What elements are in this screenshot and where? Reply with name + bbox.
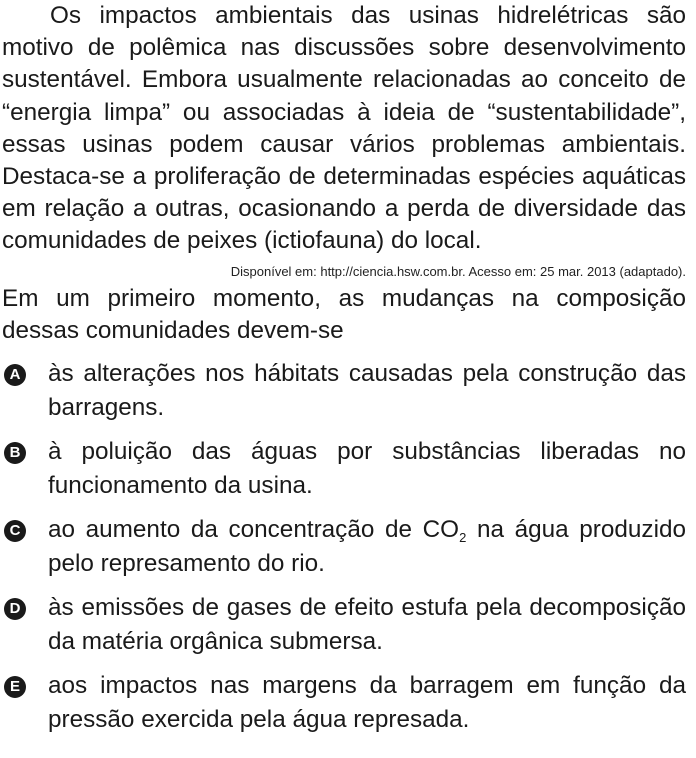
option-d[interactable] [2, 591, 686, 659]
option-a-text: às alterações nos hábitats causadas pela construção das barragens. [48, 360, 686, 422]
option-letter-d: D [4, 598, 26, 620]
option-c-text-after: na água produzido pelo represamento do rio. [48, 516, 686, 578]
source-citation: Disponível em: http://ciencia.hsw.com.br. Acesso em: 25 mar. 2013 (adaptado). [230, 263, 686, 279]
option-e[interactable] [2, 669, 686, 737]
option-a[interactable] [2, 357, 686, 425]
option-letter-c: C [4, 520, 26, 542]
answer-options [2, 357, 686, 737]
option-d-text: às emissões de gases de efeito estufa pela decomposição da matéria orgânica submersa. [48, 594, 686, 656]
option-b-text: à poluição das águas por substâncias liberadas no funcionamento da usina. [48, 438, 686, 500]
option-e-text: aos impactos nas margens da barragem em função da pressão exercida pela água represada. [48, 672, 686, 734]
option-letter-a: A [4, 364, 26, 386]
option-letter-b: B [4, 442, 26, 464]
passage-text: Os impactos ambientais das usinas hidrelétricas são motivo de polêmica nas discussões sobre desenvolvimento sustentável. Embora usualmente relacionadas ao conceito de “energia limpa” ou associadas à ideia de “sustentabilidade”, essas usinas podem causar vários problemas ambientais. Destaca-se a proliferação de determinadas espécies aquáticas em relação a outras, ocasionando a perda de diversidade das comunidades de peixes (ictiofauna) do local. [2, 2, 686, 255]
option-c[interactable] [2, 513, 686, 581]
option-letter-e: E [4, 676, 26, 698]
question-prompt: Em um primeiro momento, as mudanças na composição dessas comunidades devem-se [2, 284, 686, 344]
option-b[interactable] [2, 435, 686, 503]
option-c-text-before: ao aumento da concentração de CO [48, 516, 460, 544]
co2-subscript: 2 [459, 530, 467, 546]
